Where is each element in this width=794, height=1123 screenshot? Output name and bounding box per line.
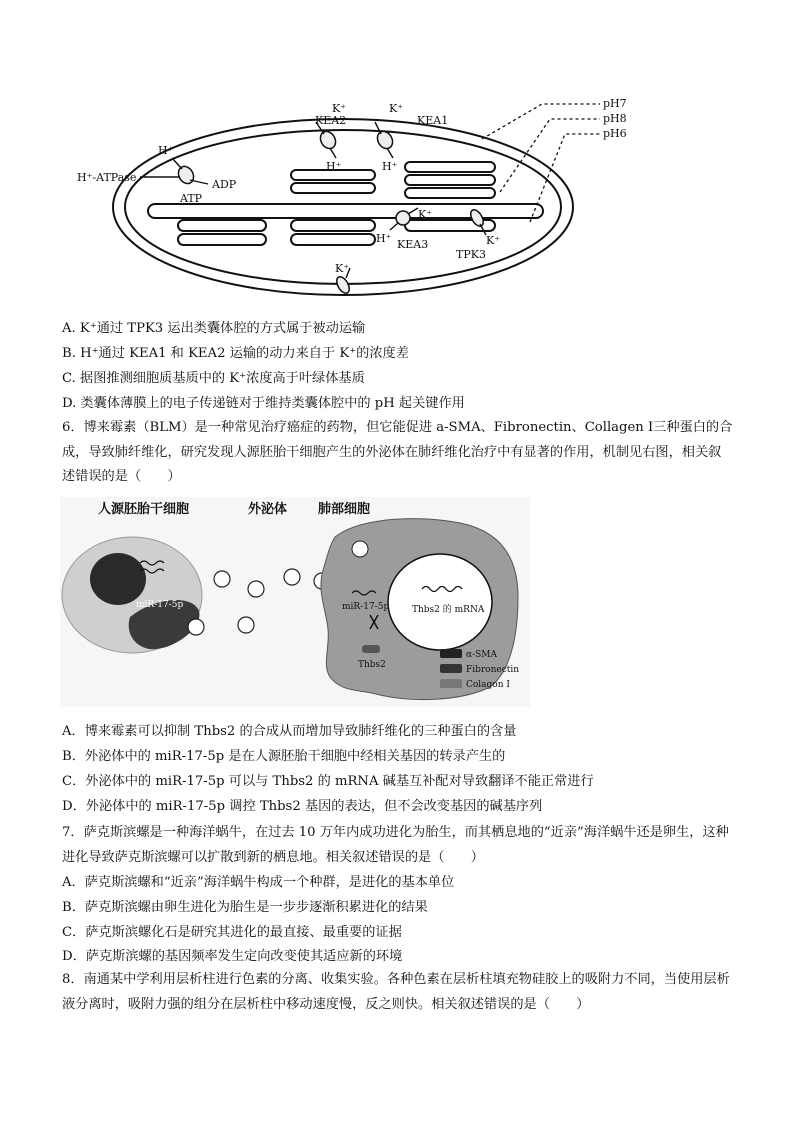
h-plus-label-kea2: H⁺ xyxy=(326,160,342,173)
lung-cell-nucleus xyxy=(388,554,492,650)
h-plus-label-kea3: H⁺ xyxy=(376,232,392,245)
granum-right-top xyxy=(405,162,495,198)
q7-option-d: D．萨克斯滨螺的基因频率发生定向改变使其适应新的环境 xyxy=(62,949,403,964)
h-plus-label-kea1: H⁺ xyxy=(382,160,398,173)
thbs2-label: Thbs2 xyxy=(358,660,386,670)
kea2-label: KEA2 xyxy=(315,114,347,127)
tpk3-protein xyxy=(468,208,486,229)
k-plus-label-kea2: K⁺ xyxy=(332,102,347,115)
exosome-vesicle xyxy=(238,617,254,633)
q6-option-a: A．博来霉素可以抑制 Thbs2 的合成从而增加导致肺纤维化的三种蛋白的含量 xyxy=(62,724,517,739)
q7-option-a: A．萨克斯滨螺和“近亲”海洋蜗牛构成一个种群，是进化的基本单位 xyxy=(62,875,455,890)
mir-label-stem: miR-17-5p xyxy=(136,600,184,610)
kea3-label: KEA3 xyxy=(397,238,429,251)
q5-option-d: D. 类囊体薄膜上的电子传递链对于维持类囊体腔中的 pH 起关键作用 xyxy=(62,396,465,411)
q5-option-b: B. H⁺通过 KEA1 和 KEA2 运输的动力来自于 K⁺的浓度差 xyxy=(62,346,409,361)
stroma-lamella xyxy=(148,204,543,218)
exosome-entering-cell xyxy=(352,541,368,557)
q6-option-d: D．外泌体中的 miR-17-5p 调控 Thbs2 基因的表达，但不会改变基因的碱基序列 xyxy=(62,799,543,814)
q7-option-b: B．萨克斯滨螺由卵生进化为胎生是一步步逐渐积累进化的结果 xyxy=(62,900,428,915)
protein-label-asma: α-SMA xyxy=(466,650,497,660)
q7-option-c: C．萨克斯滨螺化石是研究其进化的最直接、最重要的证据 xyxy=(62,925,402,940)
k-plus-label-kea1: K⁺ xyxy=(389,102,404,115)
exosome-vesicle xyxy=(214,571,230,587)
exosome-mechanism-diagram xyxy=(60,497,530,707)
stem-cell-nucleus xyxy=(90,553,146,605)
granum-middle-top xyxy=(291,170,375,193)
q5-option-c: C. 据图推测细胞质基质中的 K⁺浓度高于叶绿体基质 xyxy=(62,371,365,386)
k-plus-label-tpk3: K⁺ xyxy=(486,234,501,247)
adp-label: ADP xyxy=(212,178,237,191)
protein-label-collagen: Colagon Ⅰ xyxy=(466,680,510,690)
mrna-label: Thbs2 的 mRNA xyxy=(412,605,485,615)
q6-option-c: C．外泌体中的 miR-17-5p 可以与 Thbs2 的 mRNA 碱基互补配对导致翻译不能正常进行 xyxy=(62,774,594,789)
k-plus-label-kea3: K⁺ xyxy=(418,208,433,221)
exosome-vesicle xyxy=(188,619,204,635)
exosome-vesicle xyxy=(284,569,300,585)
h-plus-label-atpase: H⁺ xyxy=(158,144,174,157)
envelope-k-channel xyxy=(334,275,352,296)
q5-option-a: A. K⁺通过 TPK3 运出类囊体腔的方式属于被动运输 xyxy=(62,321,366,336)
q6-option-b: B．外泌体中的 miR-17-5p 是在人源胚胎干细胞中经相关基因的转录产生的 xyxy=(62,749,506,764)
q6-stem: 6．博来霉素（BLM）是一种常见治疗癌症的药物，但它能促进 a-SMA、Fibronectin、Collagen Ⅰ三种蛋白的合成，导致肺纤维化，研究发现人源胚胎干细胞产生的外泌体在肺纤维化治疗中有显著的作用，机制见右图，相关叙述错误的是（ ） xyxy=(62,420,733,484)
kea2-protein xyxy=(317,129,338,152)
granum-middle-bottom xyxy=(291,220,375,245)
ph-label-1: pH7 xyxy=(603,97,627,110)
h-atpase-protein xyxy=(175,164,196,187)
exosome-title: 外泌体 xyxy=(248,502,288,517)
atp-label: ATP xyxy=(180,192,203,205)
protein-label-fibronectin: Fibronectin xyxy=(466,665,520,675)
chloroplast-diagram xyxy=(60,92,660,307)
h-atpase-label: H⁺-ATPase xyxy=(77,171,137,184)
kea3-protein xyxy=(396,211,410,225)
ph-label-2: pH8 xyxy=(603,112,627,125)
q8-stem: 8．南通某中学利用层析柱进行色素的分离、收集实验。各种色素在层析柱填充物硅胶上的吸附力不同，当使用层析液分离时，吸附力强的组分在层析柱中移动速度慢，反之则快。相关叙述错误的是（ ） xyxy=(62,972,730,1012)
ph-label-3: pH6 xyxy=(603,127,627,140)
protein-bar-asma xyxy=(440,649,462,658)
q7-stem: 7．萨克斯滨螺是一种海洋蜗牛，在过去 10 万年内成功进化为胎生，而其栖息地的“近亲”海洋蜗牛还是卵生，这种进化导致萨克斯滨螺可以扩散到新的栖息地。相关叙述错误的是（ ） xyxy=(62,825,729,865)
kea1-label: KEA1 xyxy=(417,114,449,127)
granum-left xyxy=(178,220,266,245)
exosome-vesicle xyxy=(248,581,264,597)
tpk3-label: TPK3 xyxy=(456,248,486,261)
protein-bar-fibronectin xyxy=(440,664,462,673)
lung-cell-title: 肺部细胞 xyxy=(318,502,371,517)
stem-cell-title: 人源胚胎干细胞 xyxy=(98,502,190,517)
k-plus-label-envelope: K⁺ xyxy=(335,262,350,275)
chloroplast-inner-membrane xyxy=(125,130,561,284)
mir-label-lung: miR-17-5p xyxy=(342,602,390,612)
thbs2-protein xyxy=(362,645,380,653)
protein-bar-collagen xyxy=(440,679,462,688)
